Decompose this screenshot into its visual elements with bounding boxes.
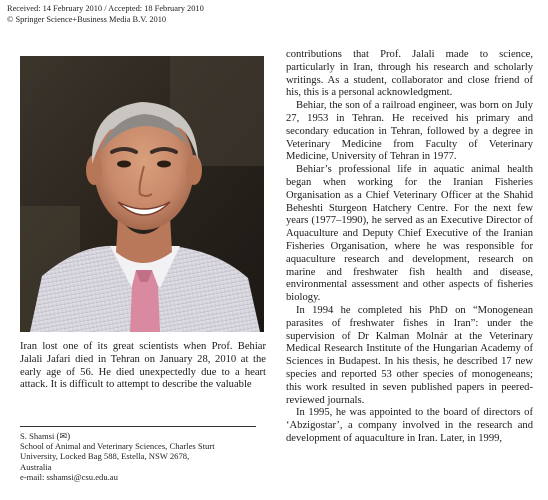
- publication-dates: [7, 3, 277, 25]
- copyright-line: © Springer Science+Business Media B.V. 2010: [7, 15, 167, 24]
- opening-paragraph: Iran lost one of its great scientists when Prof. Behiar Jalali Jafari died in Tehran on January 28, 2010 at the early age of 56. He died unexpectedly due to a heart attack. It is difficult to attempt to describe the valuable: [20, 341, 266, 391]
- portrait-image: [20, 56, 264, 332]
- received-accepted-line: Received: 14 February 2010 / Accepted: 18 February 2010: [7, 4, 204, 13]
- portrait-photo: [20, 56, 264, 332]
- author-name-line: [20, 431, 270, 441]
- right-column-text: [286, 49, 533, 446]
- footnote-divider: [20, 426, 256, 427]
- author-affiliation: [20, 431, 270, 482]
- author-name: S. Shamsi: [20, 431, 55, 441]
- paragraph-abzigostar: In 1995, he was appointed to the board of directors of ‘Abzigostar’, a company involved in the research and development of aquaculture in Iran. Later, in 1999,: [286, 407, 533, 444]
- affiliation-line-1: School of Animal and Veterinary Sciences, Charles Sturt: [20, 441, 215, 452]
- paragraph-early-life: Behiar, the son of a railroad engineer, was born on July 27, 1953 in Tehran. He received his primary and secondary education in Tehran, followed by a degree in Veterinary Medicine from Faculty of Veterinary Medicine, University of Tehran in 1977.: [286, 100, 533, 163]
- affiliation-line-3: Australia: [20, 461, 52, 472]
- paragraph-contributions: contributions that Prof. Jalali made to science, particularly in Iran, through his research and scholarly writings. As a student, collaborator and close friend of his, this is a personal acknowledgment.: [286, 49, 533, 99]
- email-line[interactable]: e-mail: sshamsi@csu.edu.au: [20, 471, 118, 482]
- affiliation-line-2: University, Locked Bag 588, Estella, NSW 2678,: [20, 451, 190, 462]
- envelope-icon: (✉): [56, 431, 71, 441]
- paragraph-professional-life: Behiar’s professional life in aquatic animal health began when working for the Iranian Fisheries Organisation as a Chief Veterinary Officer at the Shahid Beheshti Sturgeon Hatchery Centre. For the next few years (1977–1990), he served as an Executive Director of Aquaculture and Deputy Chief Executive of the Iranian Fisheries Organisation, where he was responsible for aquaculture research and development, research on marine and freshwater fish health and disease, environmental assessment and other aspects of fisheries biology.: [286, 164, 533, 304]
- paragraph-phd: In 1994 he completed his PhD on “Monogenean parasites of freshwater fishes in Iran”: under the supervision of Dr Kalman Molnár at the Veterinary Medical Research Institute of the Hungarian Academy of Sciences in Budapest. In his thesis, he described 17 new species and reported 53 other species of monogeneans; this work resulted in seven published papers in peered-reviewed journals.: [286, 304, 533, 406]
